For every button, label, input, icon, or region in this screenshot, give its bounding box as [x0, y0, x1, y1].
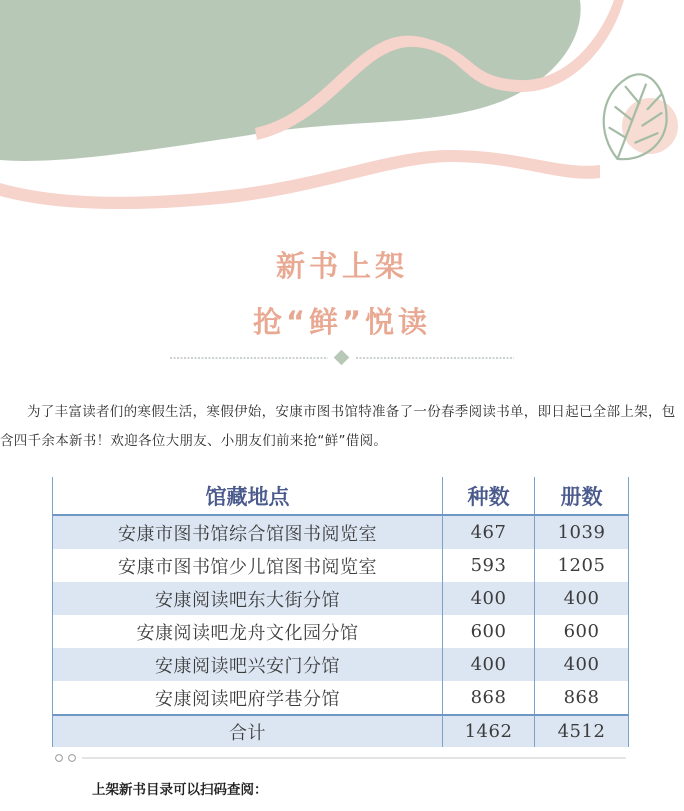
- cell-kinds: 400: [443, 582, 535, 615]
- qr-note: 上架新书目录可以扫码查阅：: [92, 782, 268, 798]
- cell-volumes: 400: [535, 582, 629, 615]
- intro-section: [0, 398, 684, 456]
- total-label: 合计: [53, 715, 443, 747]
- cell-location: 安康阅读吧东大街分馆: [53, 582, 443, 615]
- header-location: 馆藏地点: [53, 477, 443, 515]
- header-kinds: 种数: [443, 477, 535, 515]
- table-row: [53, 549, 629, 582]
- double-circle-icon: [56, 755, 76, 762]
- cell-volumes: 600: [535, 615, 629, 648]
- cell-volumes: 1205: [535, 549, 629, 582]
- cell-kinds: 400: [443, 648, 535, 681]
- table-row: [53, 582, 629, 615]
- cell-kinds: 600: [443, 615, 535, 648]
- total-volumes: 4512: [535, 715, 629, 747]
- title-line-2: 抢“鲜”悦读: [252, 305, 432, 339]
- table-row: [53, 648, 629, 681]
- cell-location: 安康市图书馆综合馆图书阅览室: [53, 515, 443, 549]
- cell-volumes: 400: [535, 648, 629, 681]
- cell-location: 安康阅读吧兴安门分馆: [53, 648, 443, 681]
- cell-kinds: 467: [443, 515, 535, 549]
- cell-volumes: 1039: [535, 515, 629, 549]
- cell-location: 安康阅读吧龙舟文化园分馆: [53, 615, 443, 648]
- cell-volumes: 868: [535, 681, 629, 715]
- total-kinds: 1462: [443, 715, 535, 747]
- diamond-icon: [334, 350, 350, 365]
- header-volumes: 册数: [535, 477, 629, 515]
- table-row: [53, 681, 629, 715]
- cell-location: 安康阅读吧府学巷分馆: [53, 681, 443, 715]
- table-header-row: [53, 477, 629, 515]
- header-decoration: [0, 0, 684, 215]
- pink-ribbon-lower: [0, 150, 600, 209]
- table-row: [53, 615, 629, 648]
- title-block: [0, 238, 684, 350]
- cell-kinds: 868: [443, 681, 535, 715]
- book-stock-table: [52, 477, 629, 747]
- title-line-1: 新书上架: [275, 249, 408, 283]
- intro-paragraph: 为了丰富读者们的寒假生活，寒假伊始，安康市图书馆特准备了一份春季阅读书单，即日起已全部上架，包含四千余本新书！欢迎各位大朋友、小朋友们前来抢“鲜”借阅。: [0, 404, 676, 449]
- cell-kinds: 593: [443, 549, 535, 582]
- cell-location: 安康市图书馆少儿馆图书阅览室: [53, 549, 443, 582]
- table-total-row: [53, 715, 629, 747]
- section-rule: [52, 750, 626, 766]
- title-divider: [170, 350, 514, 366]
- table-row: [53, 515, 629, 549]
